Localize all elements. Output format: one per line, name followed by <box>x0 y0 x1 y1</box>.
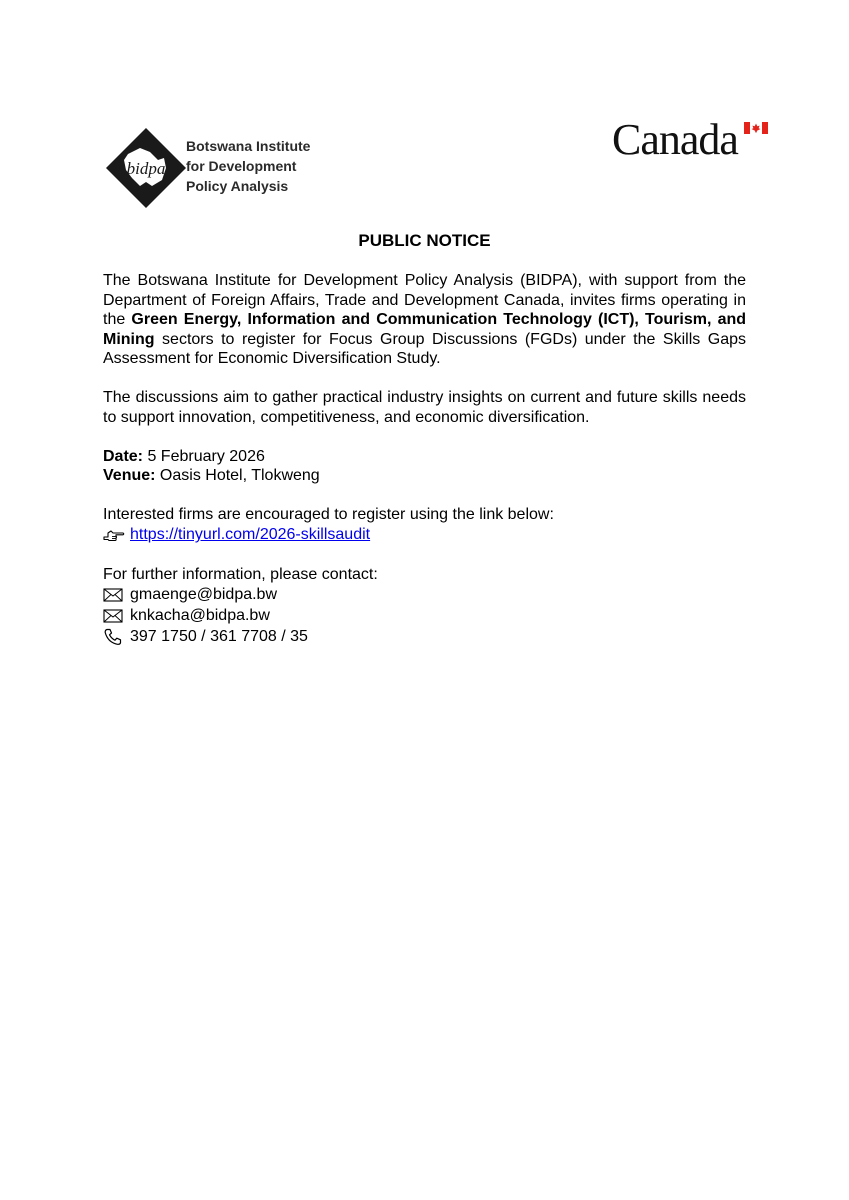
date-line <box>103 447 746 467</box>
contact-email-1 <box>103 585 746 606</box>
email-link[interactable]: gmaenge@bidpa.bw <box>130 586 278 604</box>
register-link[interactable]: https://tinyurl.com/2026-skillsaudit <box>130 526 371 544</box>
register-link-line <box>103 525 746 546</box>
bidpa-name-line: for Development <box>186 158 297 174</box>
bidpa-logo-text: bidpa <box>126 159 166 178</box>
canada-wordmark-text: Canada <box>612 115 738 164</box>
contact-heading: For further information, please contact: <box>103 566 378 583</box>
date-label: Date: <box>103 447 144 465</box>
page-title: PUBLIC NOTICE <box>358 231 491 250</box>
notice-body <box>103 271 746 648</box>
bidpa-institute-name <box>186 136 336 196</box>
intro-text-part2: sectors to register for Focus Group Discussions (FGDs) under the Skills Gaps Assessment for Economic Diversification Study. <box>103 330 746 367</box>
phone-numbers: 397 1750 / 361 7708 / 35 <box>130 628 308 646</box>
intro-paragraph <box>103 271 746 369</box>
contact-phone <box>103 627 746 648</box>
canada-flag-icon <box>744 121 768 133</box>
envelope-icon <box>103 588 125 602</box>
intro-text-part1: The Botswana Institute for Development Policy Analysis (BIDPA), with support from the Department of Foreign Affairs, Trade and Development Canada, invites firms operating in the <box>103 272 746 328</box>
bidpa-logo <box>106 128 326 210</box>
bidpa-logo-mark <box>106 128 186 208</box>
bidpa-name-line: Policy Analysis <box>186 178 289 194</box>
register-text: Interested firms are encouraged to register using the link below: <box>103 506 554 523</box>
phone-icon <box>103 628 125 646</box>
venue-value: Oasis Hotel, Tlokweng <box>155 467 320 484</box>
date-value: 5 February 2026 <box>143 447 265 465</box>
page-header <box>0 0 849 220</box>
pointing-hand-icon <box>103 528 125 542</box>
venue-line <box>103 466 746 486</box>
email-link[interactable]: knkacha@bidpa.bw <box>130 607 270 625</box>
envelope-icon <box>103 609 125 623</box>
aim-paragraph: The discussions aim to gather practical industry insights on current and future skills needs to support innovation, competitiveness, and economic diversification. <box>103 389 746 426</box>
sectors-text: Green Energy, Information and Communication Technology (ICT), Tourism, and Mining <box>103 311 747 348</box>
contact-email-2 <box>103 606 746 627</box>
bidpa-name-line: Botswana Institute <box>186 138 311 154</box>
canada-wordmark <box>612 115 772 164</box>
venue-label: Venue: <box>103 467 156 484</box>
